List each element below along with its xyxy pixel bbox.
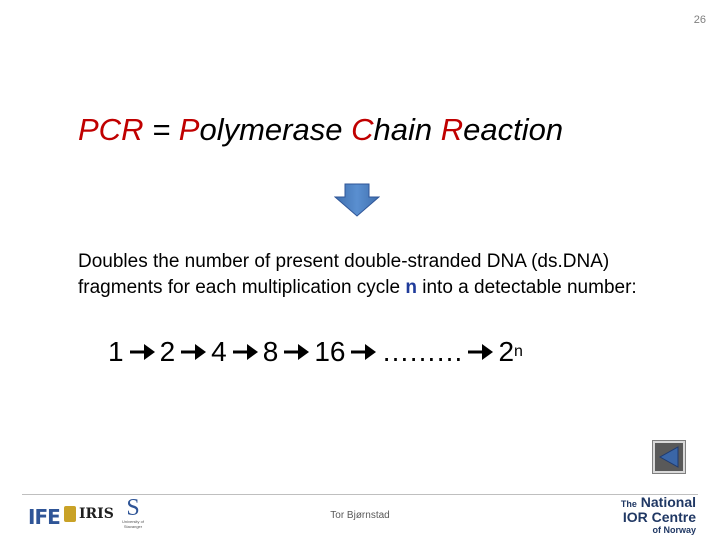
nior-logo-line1: National (640, 494, 696, 510)
right-arrow-icon (282, 342, 310, 362)
cycle-variable-n: n (405, 277, 417, 298)
sequence-final-exponent: n (514, 343, 523, 360)
nior-logo-line2: IOR Centre (622, 509, 696, 525)
right-arrow-icon (128, 342, 156, 362)
title-letter-r: R (440, 112, 464, 147)
back-navigation-button[interactable] (652, 440, 686, 474)
sequence-ellipsis: ……… (381, 336, 463, 367)
title-word-olymerase: olymerase (199, 112, 352, 147)
title-letter-c: C (351, 112, 374, 147)
ife-logo: IFE (28, 505, 60, 529)
uis-logo-caption: University of Stavanger (121, 519, 144, 529)
sequence-value-1: 1 (108, 336, 124, 367)
right-arrow-icon (179, 342, 207, 362)
footer-divider (22, 494, 698, 495)
sequence-value-8: 8 (262, 336, 279, 367)
right-arrow-icon (231, 342, 259, 362)
sequence-value-16: 16 (314, 336, 346, 367)
doubling-sequence (108, 336, 523, 368)
body-paragraph (78, 249, 648, 301)
title-word-hain: hain (373, 112, 441, 147)
national-ior-centre-logo (621, 496, 696, 537)
title-equals: = (143, 112, 179, 147)
sequence-value-4: 4 (211, 336, 227, 367)
uis-logo-letter: S (126, 495, 140, 521)
slide-title (78, 112, 563, 148)
page-number: 26 (693, 14, 706, 26)
title-word-eaction: eaction (463, 112, 564, 147)
sequence-final-base: 2 (498, 336, 515, 367)
body-text-end: into a detectable number: (416, 277, 637, 298)
iris-logo-text: IRIS (79, 506, 114, 522)
nior-logo-the: The (620, 499, 637, 509)
sequence-value-2: 2 (159, 336, 176, 367)
down-arrow-icon (334, 183, 380, 217)
body-text-start: Doubles the number of present double-stranded DNA (ds.DNA) fragments for each multiplication cycle (78, 251, 610, 298)
right-arrow-icon (466, 342, 494, 362)
footer-author: Tor Bjørnstad (330, 510, 390, 521)
nior-logo-line3: of Norway (652, 525, 696, 535)
right-arrow-icon (349, 342, 377, 362)
title-letter-p: P (178, 112, 200, 147)
title-acronym: PCR (78, 112, 144, 147)
